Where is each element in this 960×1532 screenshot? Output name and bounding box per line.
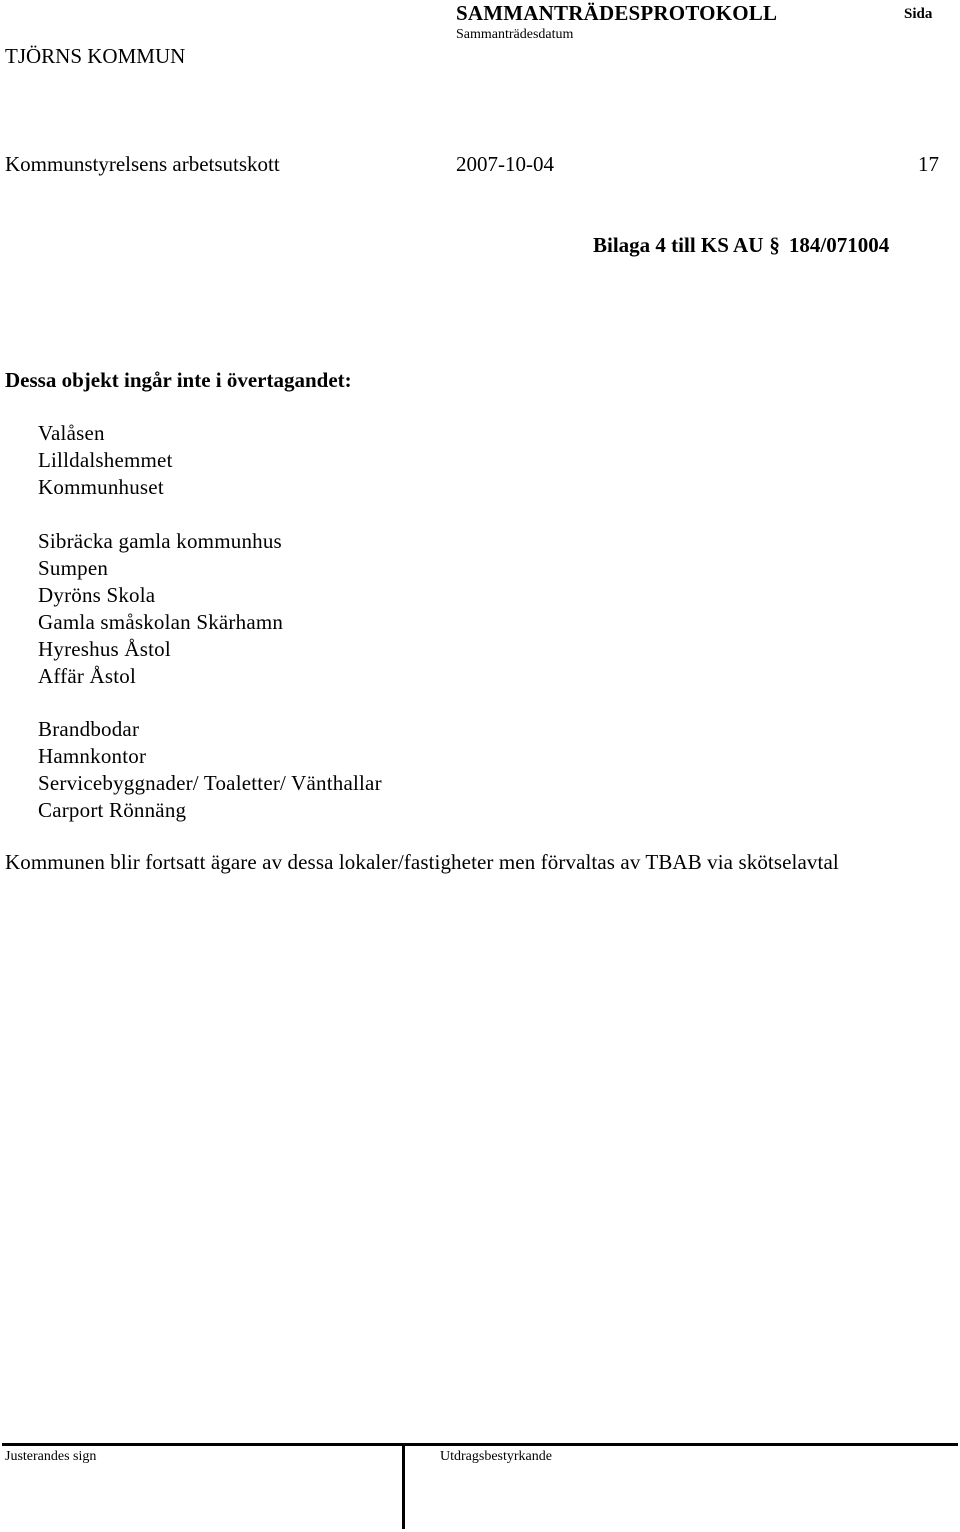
meeting-date-label: Sammanträdesdatum — [456, 27, 574, 42]
footer-divider — [402, 1443, 405, 1529]
list-item: Servicebyggnader/ Toaletter/ Vänthallar — [38, 771, 382, 795]
list-item: Brandbodar — [38, 717, 140, 741]
committee-name: Kommunstyrelsens arbetsutskott — [5, 152, 280, 176]
attachment-reference — [593, 233, 889, 258]
list-item: Gamla småskolan Skärhamn — [38, 610, 284, 634]
list-item: Affär Åstol — [38, 664, 137, 688]
list-item: Kommunhuset — [38, 475, 164, 499]
list-item: Sumpen — [38, 556, 109, 580]
organization-name: TJÖRNS KOMMUN — [5, 44, 186, 68]
section-heading: Dessa objekt ingår inte i övertagandet: — [5, 368, 352, 392]
list-item: Valåsen — [38, 421, 105, 445]
footer-certification-label: Utdragsbestyrkande — [440, 1449, 552, 1464]
footer-signature-label: Justerandes sign — [5, 1449, 97, 1464]
list-item: Hamnkontor — [38, 744, 147, 768]
meeting-date: 2007-10-04 — [456, 152, 554, 176]
list-item: Sibräcka gamla kommunhus — [38, 529, 282, 553]
footer-rule — [2, 1443, 958, 1446]
object-group-2 — [38, 528, 283, 690]
list-item: Dyröns Skola — [38, 583, 156, 607]
document-type: SAMMANTRÄDESPROTOKOLL — [456, 1, 778, 25]
list-item: Lilldalshemmet — [38, 448, 173, 472]
page-label: Sida — [904, 6, 933, 22]
closing-statement: Kommunen blir fortsatt ägare av dessa lokaler/fastigheter men förvaltas av TBAB via skötselavtal — [5, 850, 839, 874]
list-item: Hyreshus Åstol — [38, 637, 171, 661]
page-number: 17 — [918, 152, 939, 176]
list-item: Carport Rönnäng — [38, 798, 187, 822]
object-group-1 — [38, 420, 173, 501]
attachment-number: 184/071004 — [788, 233, 890, 257]
attachment-prefix: Bilaga 4 till KS AU — [593, 233, 764, 257]
object-group-3 — [38, 716, 382, 824]
section-symbol: § — [769, 233, 780, 257]
